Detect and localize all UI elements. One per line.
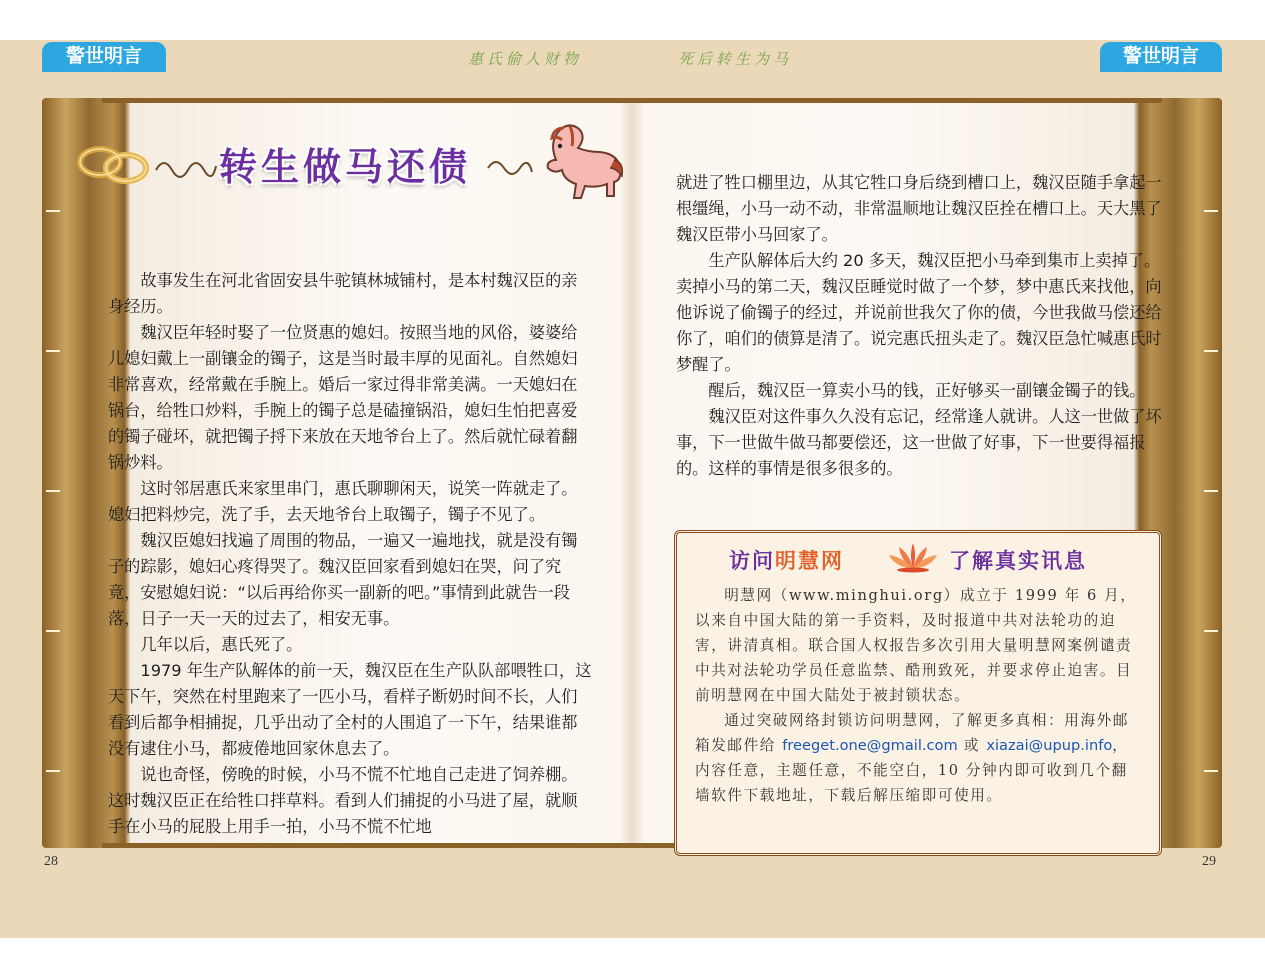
article-title-area [74,122,634,212]
book-board [42,98,1222,848]
spine-stitch [1204,490,1218,492]
paragraph: 故事发生在河北省固安县牛驼镇林城铺村，是本村魏汉臣的亲身经历。 [108,271,578,316]
paragraph: 魏汉臣对这件事久久没有忘记，经常逢人就讲。人这一世做了坏事，下一世做牛做马都要偿还，这一世做了好事，下一世要得福报的。这样的事情是很多很多的。 [676,407,1162,478]
spine-stitch [46,490,60,492]
lotus-flower-icon [887,539,939,573]
title-prefix: 访问 [729,548,775,573]
pony-cartoon-icon [526,120,626,210]
tab-underline-left [42,69,166,72]
info-box-title [729,545,844,575]
spine-stitch [1204,350,1218,352]
title-highlight: 明慧网 [775,548,844,573]
minghui-info-box [674,530,1162,856]
spine-stitch [46,630,60,632]
spine-stitch [1204,630,1218,632]
series-tab-right: 警世明言 [1100,42,1222,70]
info-paragraph: 明慧网（www.minghui.org）成立于 1999 年 6 月，以来自中国大陆的第一手资料，及时报道中共对法轮功的迫害，讲清真相。联合国人权报告多次引用大量明慧网案例谴责中共对法轮功学员任意监禁、酷刑致死，并要求停止迫害。目前明慧网在中国大陆处于被封锁状态。 [695,587,1137,704]
info-text: ，内容任意，主题任意，不能空白，10 分钟内即可收到几个翻墙软件下载地址，下载后解压缩即可使用。 [695,737,1129,804]
paragraph: 几年以后，惠氏死了。 [140,635,303,654]
page-number-left: 28 [44,854,58,869]
running-head-left: 惠氏偷人财物 [468,50,583,68]
paragraph: 1979 年生产队解体的前一天，魏汉臣在生产队队部喂牲口，这天下午，突然在村里跑来了一匹小马，看样子断奶时间不长，人们看到后都争相捕捉，几乎出动了全村的人围追了一下午，结果谁都没有逮住小马，都疲倦地回家休息去了。 [108,661,592,758]
page-number-right: 29 [1202,854,1216,869]
spine-stitch [1204,770,1218,772]
spine-stitch [46,210,60,212]
series-tab-left: 警世明言 [42,42,166,70]
info-box-title-suffix: 了解真实讯息 [949,548,1087,573]
article-title: 转生做马还债 [219,144,472,189]
spine-stitch [1204,210,1218,212]
paragraph: 生产队解体后大约 20 多天，魏汉臣把小马牵到集市上卖掉了。卖掉小马的第二天，魏汉臣睡觉时做了一个梦，梦中惠氏来找他，向他诉说了偷镯子的经过，并说前世我欠了你的债，今世我做马偿还给你了，咱们的债算是清了。说完惠氏扭头走了。魏汉臣急忙喊惠氏时梦醒了。 [676,251,1162,374]
right-column-text [676,170,1162,482]
email-link-2[interactable]: xiazai@upup.info [986,737,1113,754]
info-text: 通过突破网络封锁访问明慧网，了解更多真相：用海外邮箱发邮件给 [695,712,1130,754]
spine-stitch [46,350,60,352]
gold-bracelets-icon [74,138,154,194]
email-link-1[interactable]: freeget.one@gmail.com [782,737,958,754]
info-text: 或 [957,737,987,754]
paragraph: 说也奇怪，傍晚的时候，小马不慌不忙地自己走进了饲养棚。这时魏汉臣正在给牲口拌草料。看到人们捕捉的小马进了屋，就顺手在小马的屁股上用手一拍，小马不慌不忙地 [108,765,578,836]
paragraph-continued: 就进了牲口棚里边，从其它牲口身后绕到槽口上，魏汉臣随手拿起一根缰绳，小马一动不动，非常温顺地让魏汉臣拴在槽口上。天大黑了魏汉臣带小马回家了。 [676,173,1162,244]
paragraph: 醒后，魏汉臣一算卖小马的钱，正好够买一副镶金镯子的钱。 [708,381,1146,400]
info-box-body [695,583,1143,808]
paragraph: 魏汉臣媳妇找遍了周围的物品，一遍又一遍地找，就是没有镯子的踪影，媳妇心疼得哭了。魏汉臣回家看到媳妇在哭，问了究竟，安慰媳妇说：“以后再给你买一副新的吧。”事情到此就告一段落，日子一天一天的过去了，相安无事。 [108,531,578,628]
spine-stitch [46,770,60,772]
left-column-text [108,268,592,840]
swirl-ornament-left [154,152,218,182]
tab-underline-right [1100,69,1222,72]
info-paragraph [695,708,1143,808]
paragraph: 这时邻居惠氏来家里串门，惠氏聊聊闲天，说笑一阵就走了。媳妇把料炒完，洗了手，去天地爷台上取镯子，镯子不见了。 [108,479,578,524]
running-head-right: 死后转生为马 [678,50,793,68]
paragraph: 魏汉臣年轻时娶了一位贤惠的媳妇。按照当地的风俗，婆婆给儿媳妇戴上一副镶金的镯子，这是当时最丰厚的见面礼。自然媳妇非常喜欢，经常戴在手腕上。婚后一家过得非常美满。一天媳妇在锅台，给牲口炒料，手腕上的镯子总是磕撞锅沿，媳妇生怕把喜爱的镯子碰坏，就把镯子捋下来放在天地爷台上了。然后就忙碌着翻锅炒料。 [108,323,578,472]
